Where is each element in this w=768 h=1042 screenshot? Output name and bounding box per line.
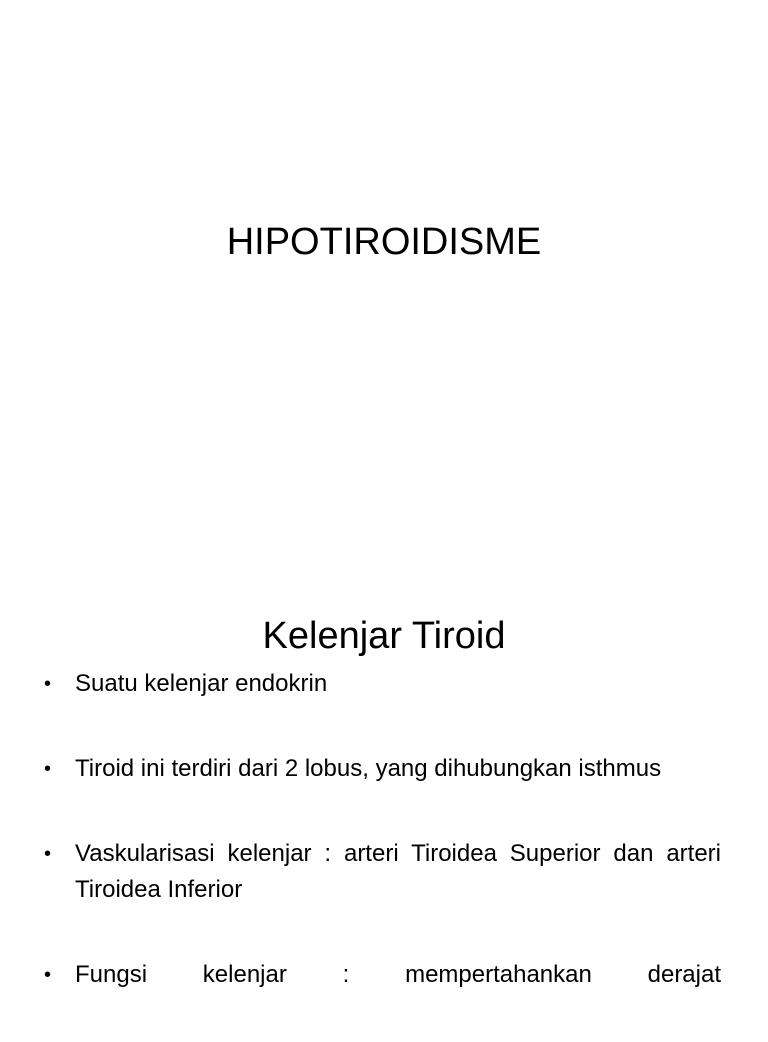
bullet-item: [44, 751, 721, 787]
slide-heading: Kelenjar Tiroid: [262, 615, 506, 657]
bullet-icon: •: [44, 843, 52, 865]
bullet-item: [44, 957, 721, 993]
slide-title-heading: HIPOTIROIDISME: [226, 221, 542, 263]
bullet-text: Vaskularisasi kelenjar : arteri Tiroidea Superior dan arteri Tiroidea Inferior: [75, 840, 721, 903]
bullet-text: Suatu kelenjar endokrin: [75, 670, 328, 697]
bullet-list: [44, 666, 721, 1042]
bullet-item: [44, 666, 721, 702]
bullet-text: Fungsi kelenjar : mempertahankan derajat: [75, 961, 721, 988]
bullet-text: Tiroid ini terdiri dari 2 lobus, yang dihubungkan isthmus: [75, 755, 662, 782]
bullet-icon: •: [44, 758, 52, 780]
bullet-item: [44, 836, 721, 908]
slide-kelenjar-tiroid: [0, 576, 768, 1024]
bullet-icon: •: [44, 673, 52, 695]
bullet-icon: •: [44, 964, 52, 986]
